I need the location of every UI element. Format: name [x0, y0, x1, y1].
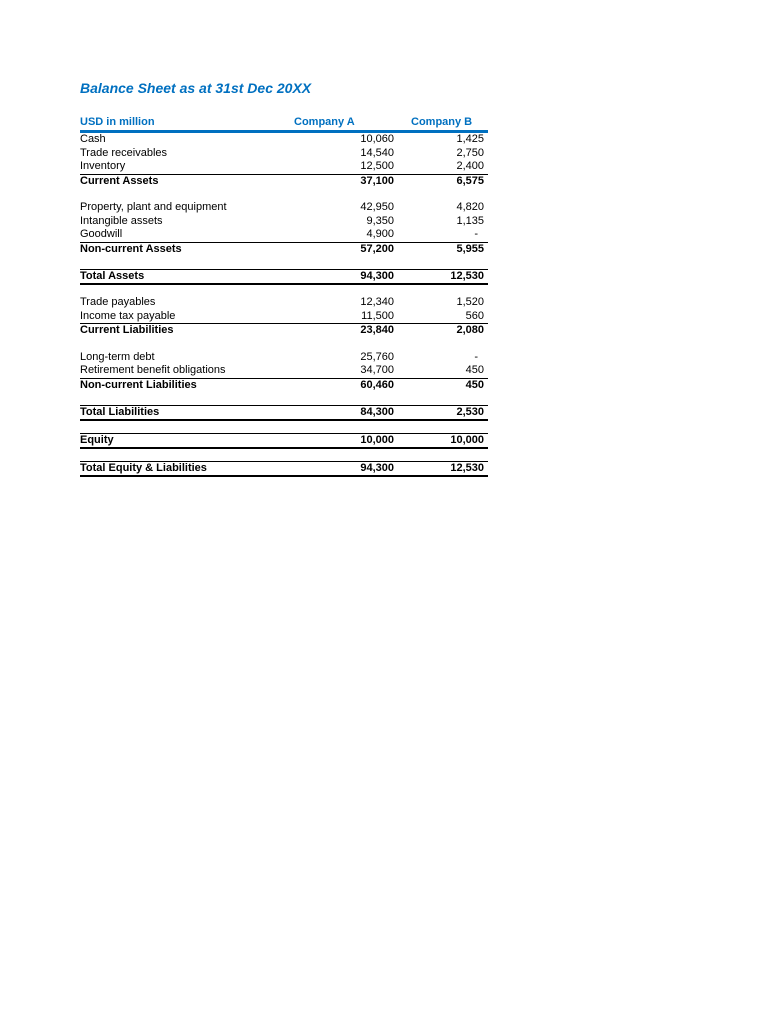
value-company-a: 60,460 — [360, 378, 394, 391]
row-label: Total Liabilities — [80, 406, 160, 418]
equity-row — [80, 433, 488, 449]
value-company-a: 23,840 — [360, 324, 394, 336]
value-company-a: 84,300 — [360, 406, 394, 418]
row-spacer — [80, 337, 488, 351]
row-label: Inventory — [80, 160, 126, 172]
value-company-a: 11,500 — [361, 309, 394, 322]
subtotal-row-current-liabilities — [80, 323, 488, 337]
value-company-a: 12,340 — [360, 296, 394, 308]
value-company-a: 94,300 — [360, 462, 394, 474]
header-units-label: USD in million — [80, 116, 155, 128]
grand-total-row — [80, 461, 488, 477]
row-label: Income tax payable — [80, 309, 176, 322]
value-company-b: 560 — [465, 309, 484, 322]
row-label: Goodwill — [80, 228, 123, 240]
value-company-b: 1,425 — [456, 133, 484, 145]
value-company-b: 10,000 — [450, 434, 484, 446]
subtotal-row-noncurrent-liabilities — [80, 378, 488, 392]
table-row — [80, 351, 488, 365]
value-company-a: 12,500 — [360, 160, 394, 172]
value-company-b: 2,400 — [456, 160, 484, 172]
table-row — [80, 296, 488, 310]
value-company-a: 42,950 — [360, 201, 394, 213]
total-row-assets — [80, 269, 488, 285]
value-company-b: 12,530 — [450, 462, 484, 474]
row-label: Equity — [80, 434, 114, 446]
table-row — [80, 201, 488, 215]
table-row — [80, 215, 488, 229]
row-label: Current Assets — [80, 174, 159, 187]
total-row-liabilities — [80, 405, 488, 421]
value-company-b: 6,575 — [456, 174, 484, 187]
row-label: Total Assets — [80, 270, 145, 282]
row-label: Trade payables — [80, 296, 156, 308]
header-company-a: Company A — [294, 116, 355, 128]
row-label: Intangible assets — [80, 214, 163, 227]
value-company-b: 450 — [465, 378, 484, 391]
subtotal-row-current-assets — [80, 174, 488, 188]
value-company-b: 2,530 — [456, 406, 484, 418]
value-company-a: 25,760 — [360, 350, 394, 363]
row-label: Non-current Assets — [80, 242, 182, 255]
row-label: Current Liabilities — [80, 324, 174, 336]
value-company-b: 12,530 — [450, 270, 484, 282]
row-label: Property, plant and equipment — [80, 201, 227, 213]
value-company-a: 10,060 — [360, 133, 394, 145]
value-company-a: 9,350 — [366, 214, 394, 227]
header-company-b: Company B — [411, 116, 473, 128]
value-company-a: 34,700 — [360, 364, 394, 376]
row-spacer — [80, 449, 488, 461]
table-row — [80, 147, 488, 161]
value-company-b: 4,820 — [456, 201, 484, 213]
table-row — [80, 160, 488, 174]
value-company-b: 450 — [465, 364, 484, 376]
value-company-b: - — [474, 350, 478, 363]
table-header — [80, 116, 488, 133]
value-company-a: 4,900 — [366, 228, 394, 240]
row-label: Total Equity & Liabilities — [80, 462, 207, 474]
value-company-b: - — [474, 228, 478, 240]
row-spacer — [80, 255, 488, 269]
value-company-b: 2,750 — [456, 146, 484, 159]
value-company-a: 14,540 — [360, 146, 394, 159]
value-company-a: 37,100 — [360, 174, 394, 187]
row-spacer — [80, 285, 488, 296]
table-row — [80, 228, 488, 242]
table-row — [80, 364, 488, 378]
row-label: Trade receivables — [80, 146, 168, 159]
table-row — [80, 133, 488, 147]
row-spacer — [80, 391, 488, 405]
balance-sheet-table — [80, 116, 488, 477]
row-label: Cash — [80, 133, 106, 145]
value-company-a: 94,300 — [360, 270, 394, 282]
subtotal-row-noncurrent-assets — [80, 242, 488, 256]
row-spacer — [80, 187, 488, 201]
table-row — [80, 310, 488, 324]
row-label: Retirement benefit obligations — [80, 364, 226, 376]
value-company-a: 10,000 — [360, 434, 394, 446]
value-company-b: 2,080 — [456, 324, 484, 336]
value-company-a: 57,200 — [360, 242, 394, 255]
row-spacer — [80, 421, 488, 433]
value-company-b: 1,520 — [456, 296, 484, 308]
value-company-b: 1,135 — [456, 214, 484, 227]
row-label: Non-current Liabilities — [80, 378, 197, 391]
row-label: Long-term debt — [80, 350, 155, 363]
page-title: Balance Sheet as at 31st Dec 20XX — [80, 80, 312, 96]
value-company-b: 5,955 — [456, 242, 484, 255]
